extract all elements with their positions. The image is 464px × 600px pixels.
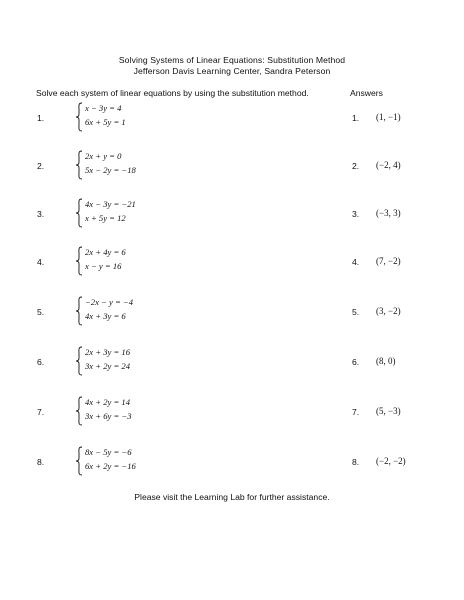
- equation-system: [74, 296, 194, 326]
- brace-icon: [74, 150, 84, 180]
- answer-number: 3.: [352, 209, 360, 219]
- problem-row: [0, 198, 464, 232]
- brace-icon: [74, 396, 84, 426]
- equation-2: 6x + 2y = −16: [85, 461, 136, 471]
- equation-2: x + 5y = 12: [85, 213, 126, 223]
- equation-2: 6x + 5y = 1: [85, 117, 126, 127]
- answer-number: 6.: [352, 357, 360, 367]
- equation-1: 4x + 2y = 14: [85, 397, 131, 407]
- equation-1: 8x − 5y = −6: [85, 447, 132, 457]
- worksheet-title: Solving Systems of Linear Equations: Substitution Method: [118, 55, 346, 65]
- problem-row: [0, 346, 464, 380]
- problem-row: [0, 396, 464, 430]
- problem-row: [0, 102, 464, 136]
- brace-icon: [74, 446, 84, 476]
- problem-number: 4.: [37, 257, 45, 267]
- equation-1: x − 3y = 4: [85, 103, 122, 113]
- answer-number: 4.: [352, 257, 360, 267]
- equation-2: 3x + 6y = −3: [85, 411, 132, 421]
- problem-number: 5.: [37, 307, 45, 317]
- worksheet-subtitle: Jefferson Davis Learning Center, Sandra Peterson: [133, 66, 331, 76]
- problem-row: [0, 246, 464, 280]
- answer-value: (1, −1): [376, 112, 401, 122]
- answer-value: (8, 0): [376, 356, 396, 366]
- answer-number: 7.: [352, 407, 360, 417]
- equation-system: [74, 446, 194, 476]
- problem-row: [0, 150, 464, 184]
- equation-1: −2x − y = −4: [85, 297, 134, 307]
- answer-value: (−2, 4): [376, 160, 401, 170]
- equation-2: 3x + 2y = 24: [85, 361, 131, 371]
- answer-value: (3, −2): [376, 306, 401, 316]
- equation-system: [74, 246, 194, 276]
- equation-1: 2x + 3y = 16: [85, 347, 131, 357]
- equation-system: [74, 346, 194, 376]
- answer-value: (−2, −2): [376, 456, 406, 466]
- equation-1: 2x + 4y = 6: [85, 247, 126, 257]
- brace-icon: [74, 346, 84, 376]
- equation-system: [74, 396, 194, 426]
- equation-2: 5x − 2y = −18: [85, 165, 136, 175]
- footer-note: Please visit the Learning Lab for further assistance.: [134, 492, 330, 502]
- answer-number: 5.: [352, 307, 360, 317]
- problem-number: 6.: [37, 357, 45, 367]
- brace-icon: [74, 246, 84, 276]
- brace-icon: [74, 296, 84, 326]
- problem-number: 2.: [37, 161, 45, 171]
- brace-icon: [74, 198, 84, 228]
- equation-system: [74, 102, 194, 132]
- problem-row: [0, 446, 464, 480]
- instructions-text: Solve each system of linear equations by using the substitution method.: [36, 88, 309, 98]
- equation-1: 4x − 3y = −21: [85, 199, 136, 209]
- equation-1: 2x + y = 0: [85, 151, 122, 161]
- problem-number: 8.: [37, 457, 45, 467]
- answer-value: (5, −3): [376, 406, 401, 416]
- equation-system: [74, 150, 194, 180]
- problem-number: 3.: [37, 209, 45, 219]
- answer-number: 2.: [352, 161, 360, 171]
- problem-row: [0, 296, 464, 330]
- problem-number: 1.: [37, 113, 45, 123]
- equation-2: 4x + 3y = 6: [85, 311, 126, 321]
- equation-system: [74, 198, 194, 228]
- answer-value: (−3, 3): [376, 208, 401, 218]
- answers-heading: Answers: [350, 88, 383, 98]
- answer-value: (7, −2): [376, 256, 401, 266]
- answer-number: 8.: [352, 457, 360, 467]
- problem-number: 7.: [37, 407, 45, 417]
- brace-icon: [74, 102, 84, 132]
- answer-number: 1.: [352, 113, 360, 123]
- equation-2: x − y = 16: [85, 261, 122, 271]
